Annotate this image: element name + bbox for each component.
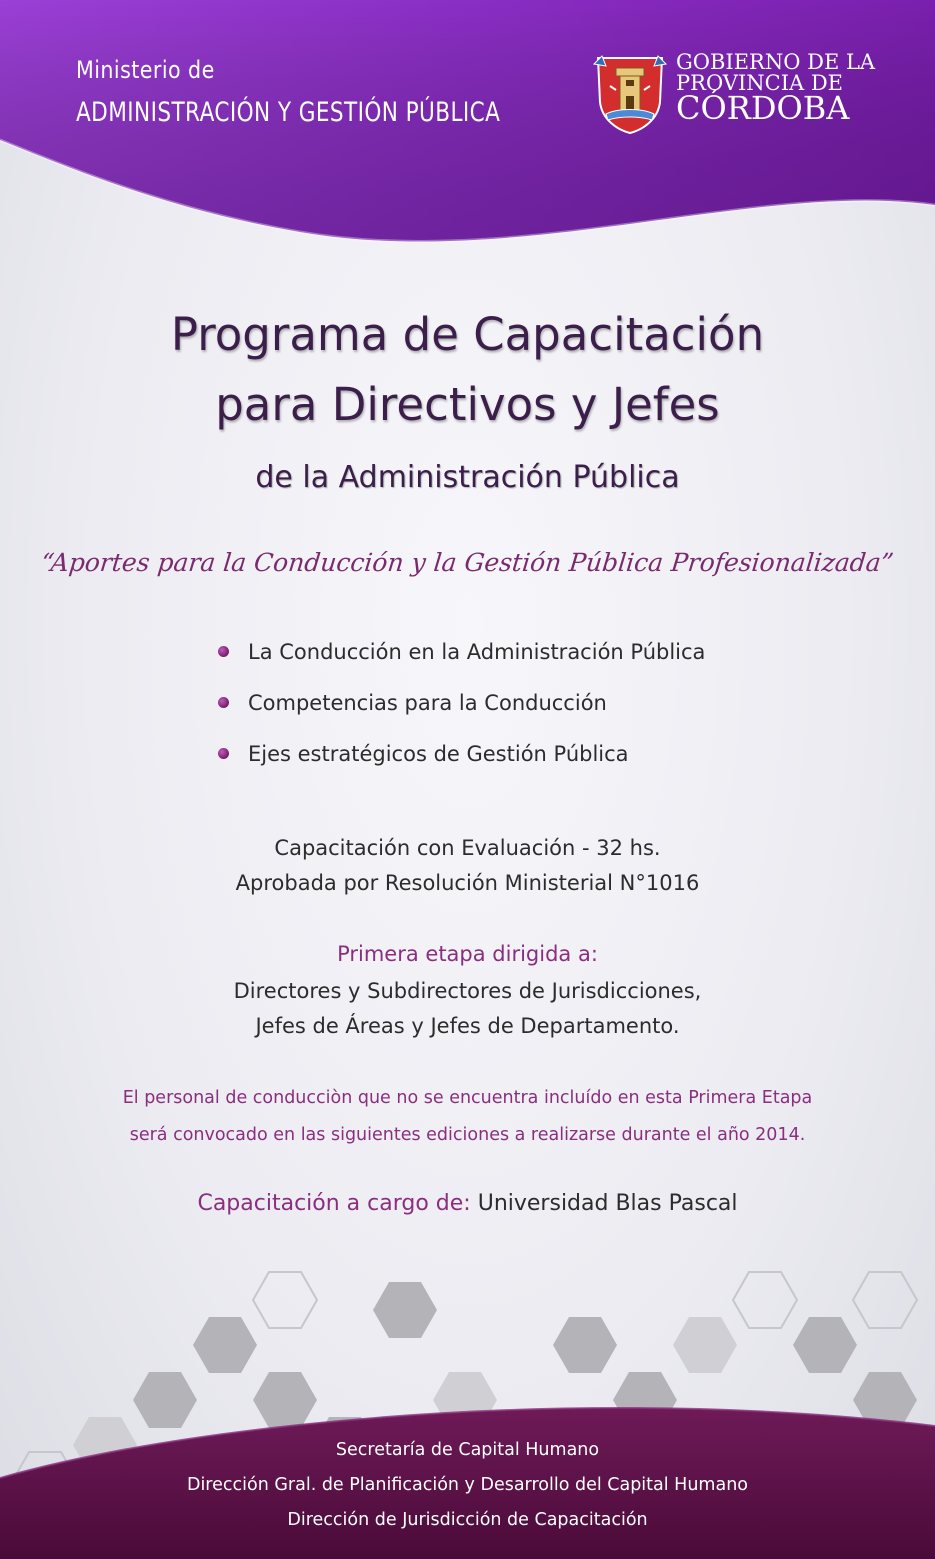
government-name-line1: GOBIERNO DE LA (676, 50, 876, 74)
bullet-icon (218, 748, 229, 759)
bullet-icon (218, 697, 229, 708)
program-title-line2: para Directivos y Jefes (215, 378, 720, 431)
ministry-name-line1: Ministerio de (76, 56, 215, 84)
footer-jurisdiction: Dirección de Jurisdicción de Capacitación (287, 1510, 648, 1530)
program-title-line1: Programa de Capacitación (170, 308, 765, 361)
footer-directorate: Dirección Gral. de Planificación y Desarrollo del Capital Humano (186, 1475, 749, 1495)
resolution-number: Aprobada por Resolución Ministerial N°1016 (235, 871, 700, 895)
topic-item (218, 691, 607, 715)
coat-of-arms-icon (592, 50, 668, 134)
topic-item (218, 742, 629, 766)
provider-label: Capacitación a cargo de: (197, 1191, 471, 1216)
provider-name: Universidad Blas Pascal (477, 1191, 738, 1216)
footer-secretariat: Secretaría de Capital Humano (335, 1440, 600, 1460)
ministry-name-line2: ADMINISTRACIÓN Y GESTIÓN PÚBLICA (76, 97, 501, 128)
target-audience-line1: Directores y Subdirectores de Jurisdicciones, (233, 979, 702, 1003)
program-subtitle-quote: “Aportes para la Conducción y la Gestión Pública Profesionalizada” (39, 548, 896, 577)
header-band (0, 0, 935, 270)
evaluation-hours: Capacitación con Evaluación - 32 hs. (274, 836, 661, 860)
topic-label: La Conducción en la Administración Pública (248, 640, 706, 664)
topic-label: Competencias para la Conducción (248, 691, 607, 715)
program-title-line3: de la Administración Pública (255, 460, 680, 495)
government-name-line3: CÓRDOBA (676, 89, 850, 127)
topic-item (218, 640, 705, 664)
note-line1: El personal de conducciòn que no se encuentra incluído en esta Primera Etapa (122, 1088, 813, 1108)
training-provider (0, 1191, 935, 1216)
government-name-line2: PROVINCIA DE (676, 71, 843, 95)
target-audience-line2: Jefes de Áreas y Jefes de Departamento. (255, 1014, 680, 1038)
target-heading: Primera etapa dirigida a: (337, 942, 598, 966)
topic-label: Ejes estratégicos de Gestión Pública (248, 742, 629, 766)
note-line2: será convocado en las siguientes ediciones a realizarse durante el año 2014. (129, 1125, 806, 1145)
bullet-icon (218, 646, 229, 657)
